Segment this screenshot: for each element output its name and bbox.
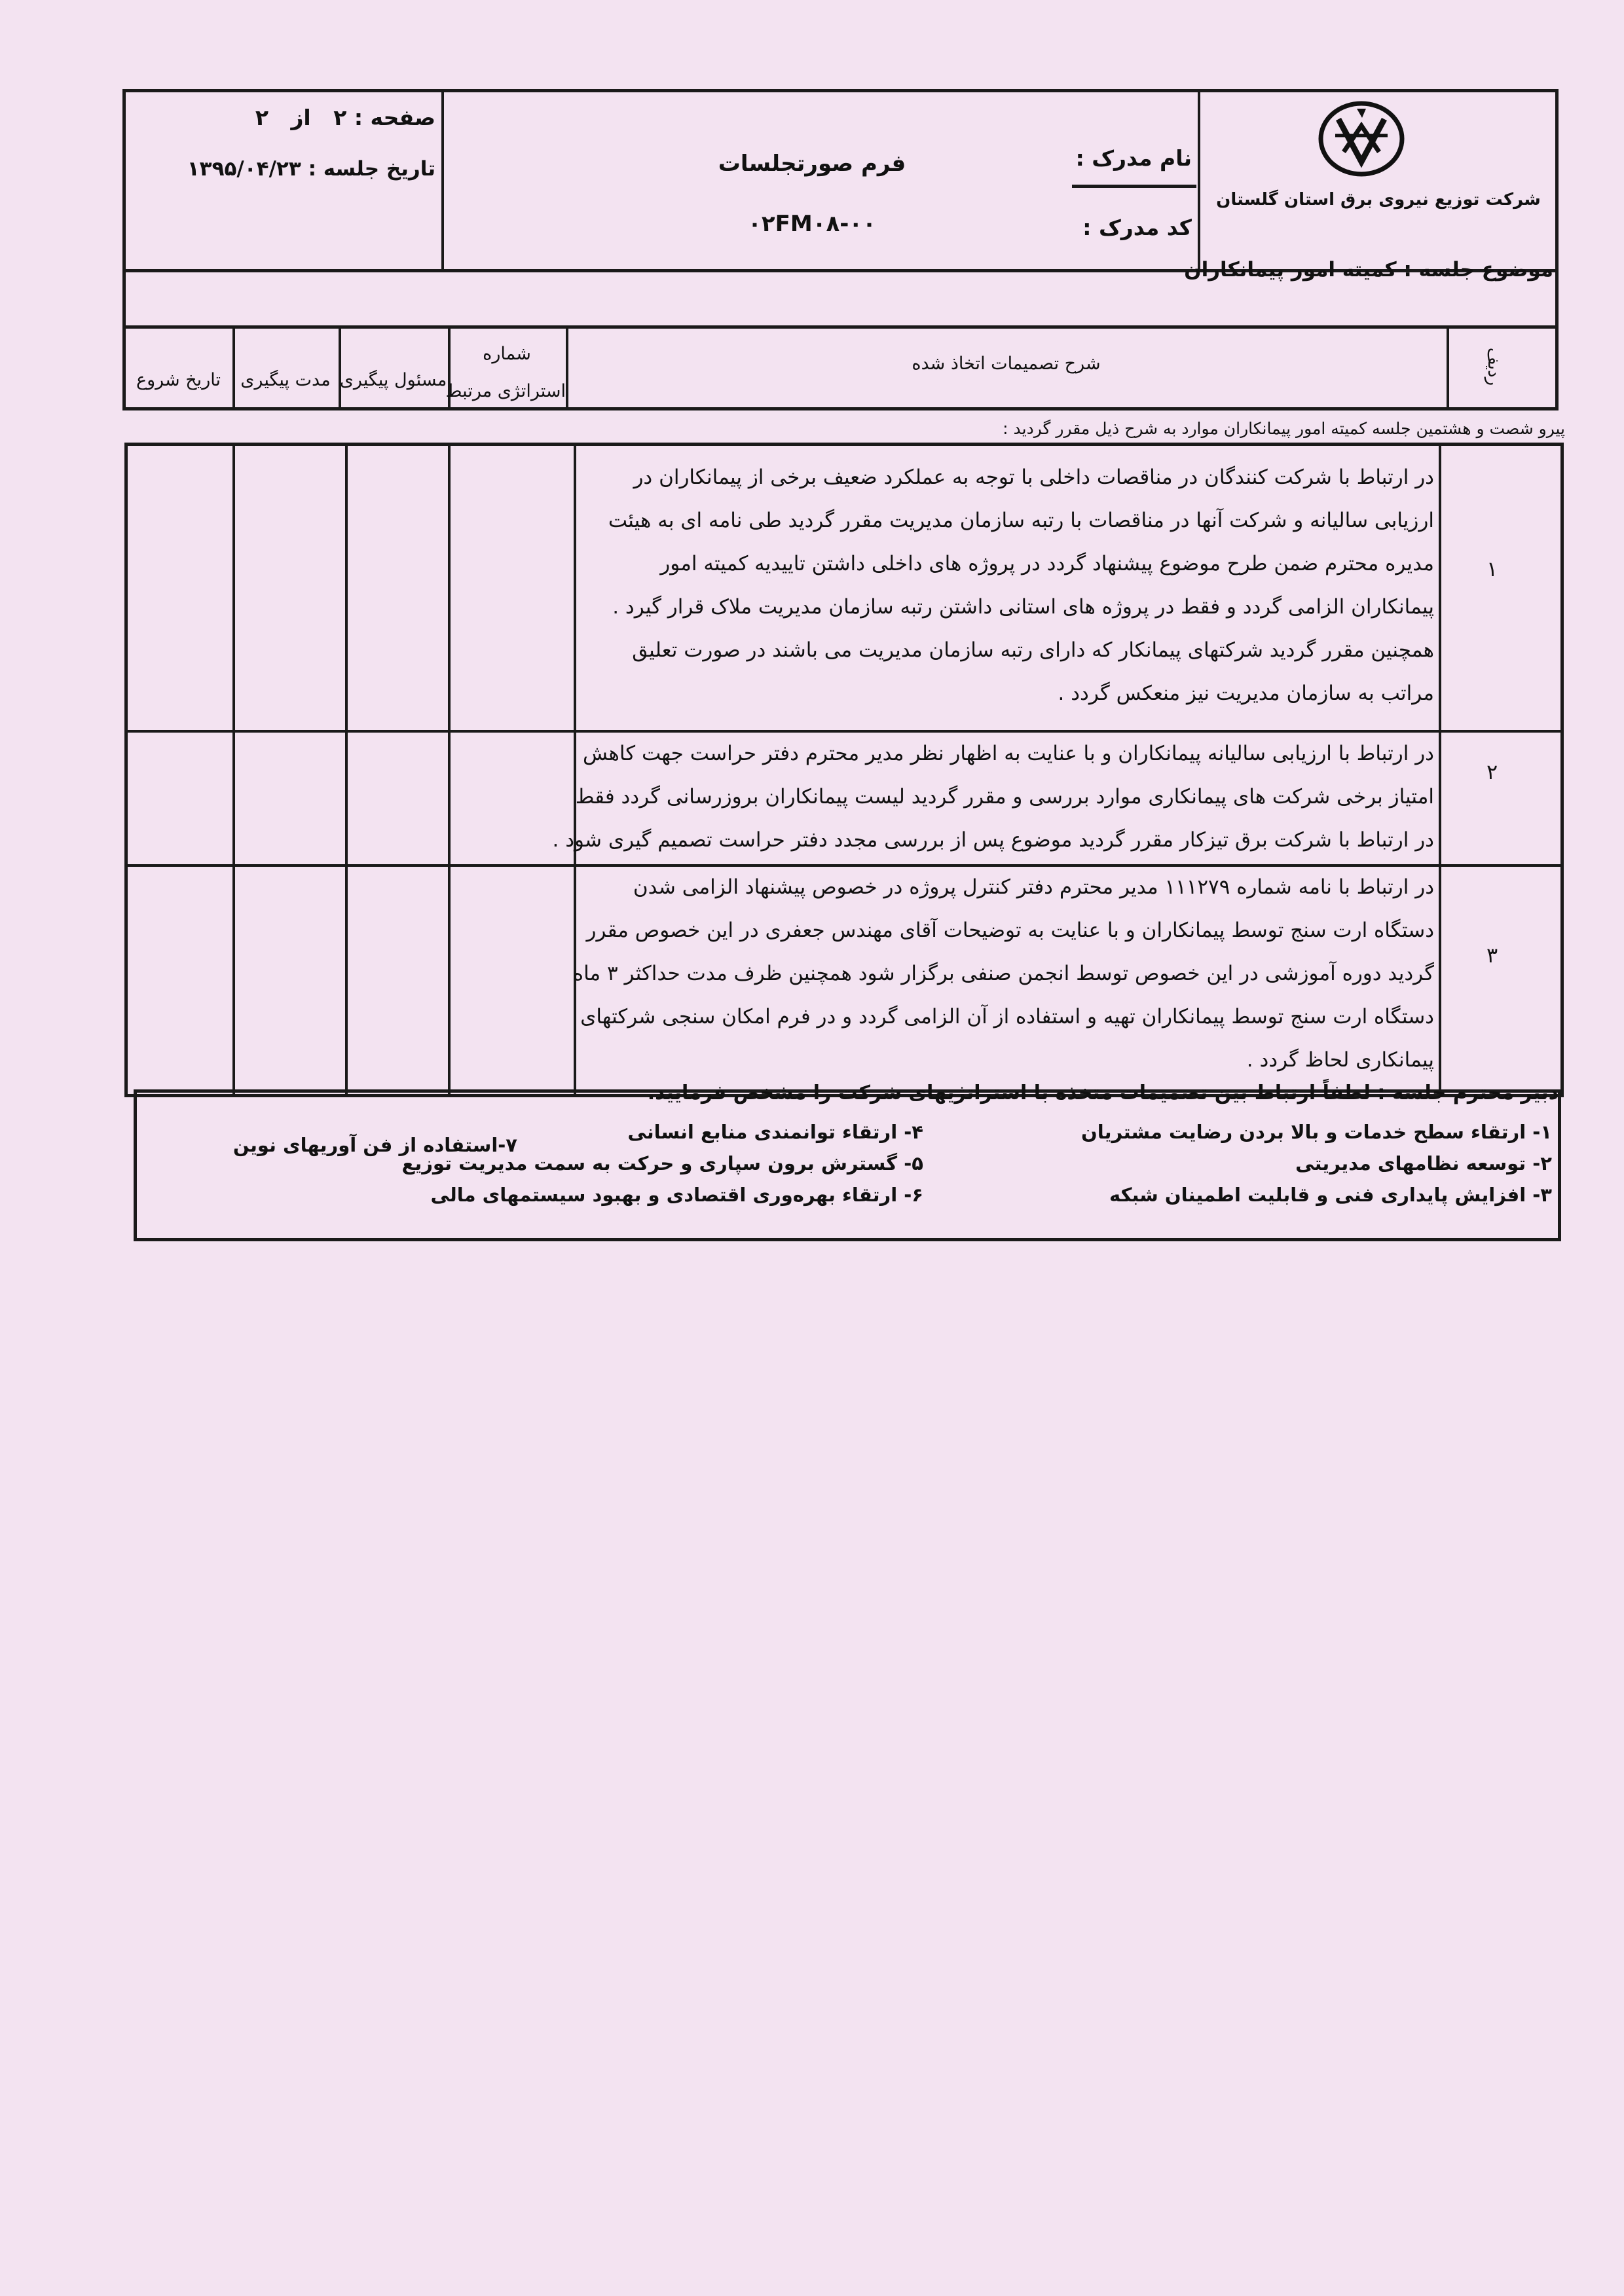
decision-line: همچنین مقرر گردید شرکتهای پیمانکار که دارای رتبه سازمان مدیریت می باشند در صورت تعلیق (632, 638, 1434, 662)
body-col-divider-rownum (1439, 443, 1441, 1097)
decision-line: گردید دوره آموزشی در این خصوص توسط انجمن صنفی برگزار شود همچنین ظرف مدت حداکثر ۳ ماه (572, 962, 1434, 985)
col-divider-responsible (339, 325, 341, 410)
page-indicator (255, 105, 435, 130)
subject-label: موضوع جلسه : (1403, 258, 1553, 282)
col-header-decisions: شرح تصمیمات اتخاذ شده (912, 354, 1101, 374)
page-current: ۲ (333, 105, 347, 130)
col-header-start-date: تاریخ شروع (136, 370, 221, 390)
strategy-item: ۴- ارتقاء توانمندی منابع انسانی (627, 1121, 923, 1143)
company-name: شرکت توزیع نیروی برق استان گلستان (1216, 190, 1541, 210)
decision-text (552, 732, 1434, 862)
col-header-duration: مدت پیگیری (240, 370, 331, 390)
page-label: صفحه : (354, 105, 435, 130)
page-total: ۲ (255, 105, 268, 130)
col-header-rownum: ردیف (1484, 347, 1504, 386)
form-title: فرم صورتجلسات (718, 151, 906, 177)
strategy-item: ۵- گسترش برون سپاری و حرکت به سمت مدیریت توزیع (401, 1152, 923, 1175)
strategy-item: ۳- افزایش پایداری فنی و قابلیت اطمینان شبکه (1109, 1184, 1552, 1206)
strategy-item: ۱- ارتقاء سطح خدمات و بالا بردن رضایت مشتریان (1081, 1121, 1552, 1143)
doc-name-underline (1072, 185, 1196, 188)
row-number: ۱ (1486, 556, 1498, 581)
strategy-item: ۲- توسعه نظامهای مدیریتی (1295, 1152, 1552, 1175)
form-code: ۰۲FM۰۸-۰۰ (748, 211, 876, 237)
meeting-date: ۱۳۹۵/۰۴/۲۳ (187, 157, 301, 181)
decision-line: پیمانکاران الزامی گردد و فقط در پروژه های استانی داشتن رتبه سازمان مدیریت ملاک قرار گیرد . (612, 595, 1434, 619)
decision-line: در ارتباط با نامه شماره ۱۱۱۲۷۹ مدیر محترم دفتر کنترل پروژه در خصوص پیشنهاد الزامی شدن (633, 875, 1434, 899)
col-divider-rownum (1447, 325, 1449, 410)
decision-line: ارزیابی سالیانه و شرکت آنها در مناقصات با رتبه سازمان مدیریت مقرر گردید طی نامه ای به هیئت (608, 509, 1434, 532)
col-header-strategy-line2: استراتژی مرتبط (445, 381, 566, 401)
decision-line: در ارتباط با شرکت برق تیزکار مقرر گردید موضوع پس از بررسی مجدد دفتر حراست تصمیم گیری شود . (552, 828, 1434, 852)
decision-line: مراتب به سازمان مدیریت نیز منعکس گردد . (1058, 682, 1434, 705)
doc-code-label: کد مدرک : (1082, 215, 1192, 240)
strategy-item: ۶- ارتقاء بهره‌وری اقتصادی و بهبود سیستمهای مالی (430, 1184, 923, 1206)
decision-line: دستگاه ارت سنج توسط پیمانکاران و با عنایت به توضیحات آقای مهندس جعفری در این خصوص مقرر (586, 919, 1434, 942)
row-number: ۳ (1486, 943, 1498, 968)
decision-line: در ارتباط با ارزیابی سالیانه پیمانکاران و با عنایت به اظهار نظر مدیر محترم دفتر حراست جهت کاهش (583, 742, 1434, 765)
col-divider-duration (232, 325, 235, 410)
row-number: ۲ (1486, 759, 1498, 784)
page-of: از (291, 105, 311, 130)
doc-name-label: نام مدرک : (1075, 145, 1192, 171)
body-col-divider-duration (232, 443, 235, 1097)
decision-line: مدیره محترم ضمن طرح موضوع پیشنهاد گردد در پروژه های داخلی داشتن تاییدیه کمیته امور (660, 552, 1434, 575)
body-col-divider-strategy (448, 443, 451, 1097)
footer-note: دبیر محترم جلسه : لطفاً ارتباط بین تصمیمات متخذه با استراتژیهای شرکت را مشخص فرمایید. (647, 1082, 1559, 1104)
col-header-responsible: مسئول پیگیری (339, 370, 447, 390)
subject-value: کمیته امور پیمانکاران (1184, 258, 1397, 282)
header-divider-right (1198, 89, 1200, 272)
meeting-date-label: تاریخ جلسه : (308, 157, 435, 181)
meeting-date-row (187, 157, 435, 181)
decision-line: پیمانکاری لحاظ گردد . (1246, 1048, 1434, 1072)
body-col-divider-responsible (345, 443, 348, 1097)
decision-text (572, 866, 1434, 1082)
col-header-strategy-line1: شماره (483, 344, 531, 364)
company-logo-icon (1312, 100, 1411, 178)
header-divider-left (441, 89, 444, 272)
table-intro: پیرو شصت و هشتمین جلسه کمیته امور پیمانکاران موارد به شرح ذیل مقرر گردید : (1003, 419, 1565, 438)
decision-text (576, 456, 1434, 715)
subject-row (1184, 258, 1553, 282)
decision-line: دستگاه ارت سنج توسط پیمانکاران تهیه و استفاده از آن الزامی گردد و در فرم امکان سنجی شرکتهای (580, 1005, 1434, 1029)
strategy-item: ۷-استفاده از فن آوریهای نوین (232, 1134, 517, 1156)
decision-line: امتیاز برخی شرکت های پیمانکاری موارد بررسی و مقرر گردید لیست پیمانکاران بروزرسانی گردد فقط (575, 785, 1434, 809)
decision-line: در ارتباط با شرکت کنندگان در مناقصات داخلی با توجه به عملکرد ضعیف برخی از پیمانکاران در (633, 465, 1434, 489)
